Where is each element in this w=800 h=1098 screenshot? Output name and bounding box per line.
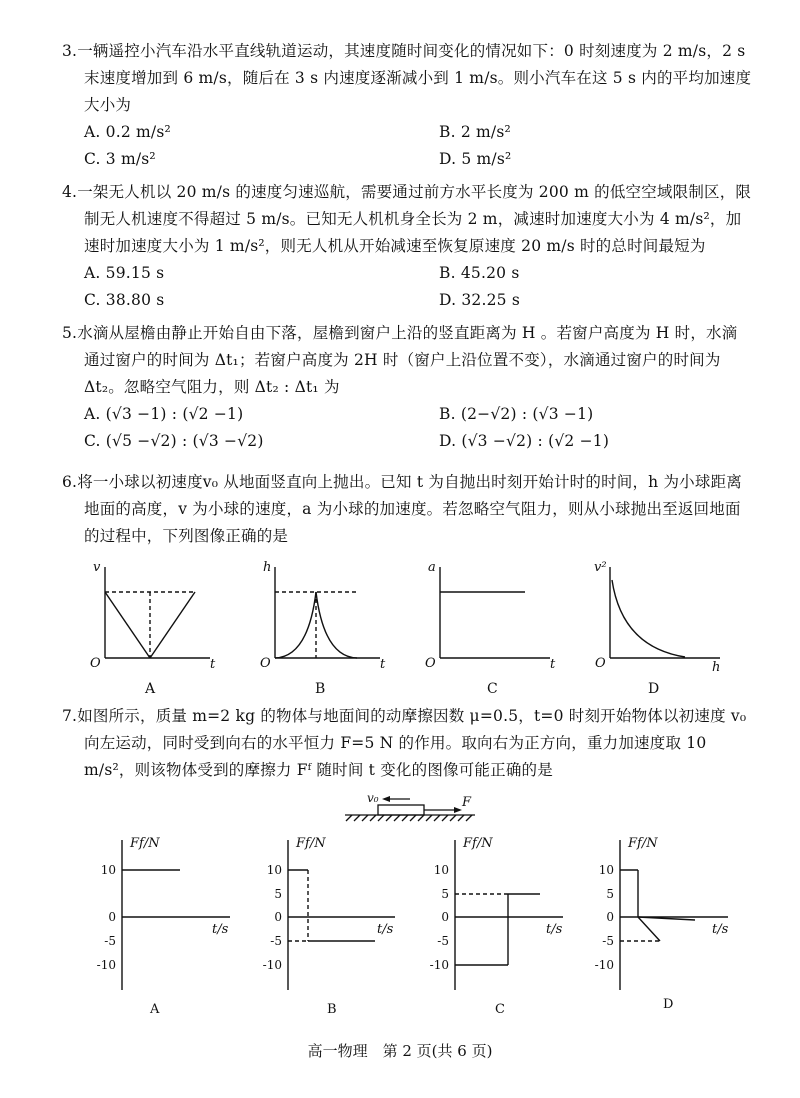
q6-c-xlabel: t <box>550 657 556 672</box>
option-d: D. 32.25 s <box>439 291 520 309</box>
option-b: B. 45.20 s <box>439 264 520 282</box>
q7-block-diagram <box>340 784 480 829</box>
q7-b-label: B <box>327 1002 337 1017</box>
q6-a-label: A <box>145 681 156 697</box>
q7-c-ylabel: Ff/N <box>463 836 493 851</box>
q7-b-tick: 10 <box>266 863 282 877</box>
q7-d-xlabel: t/s <box>712 922 729 937</box>
question-6 <box>62 469 752 550</box>
option-b: B. 2 m/s² <box>439 123 511 141</box>
q6-a-ylabel: v <box>93 560 101 575</box>
q6-b-origin: O <box>260 656 271 671</box>
q6-d-origin: O <box>595 656 606 671</box>
q7-a-ylabel: Ff/N <box>130 836 160 851</box>
question-5-stem: 5.水滴从屋檐由静止开始自由下落，屋檐到窗户上沿的竖直距离为 H 。若窗户高度为 H 时，水滴通过窗户的时间为 Δt₁；若窗户高度为 2H 时（窗户上沿位置不变），水滴通过窗户的时间为 Δt₂。忽略空气阻力，则 Δt₂ : Δt₁ 为 <box>62 324 738 396</box>
q7-d-tick: -10 <box>594 958 614 972</box>
q7-a-tick: -10 <box>96 958 116 972</box>
q7-b-tick: -5 <box>270 934 282 948</box>
q7-d-ylabel: Ff/N <box>628 836 658 851</box>
q6-graphs <box>60 555 750 700</box>
q6-a-origin: O <box>90 656 101 671</box>
q7-graphs <box>80 825 760 1020</box>
q7-b-xlabel: t/s <box>377 922 394 937</box>
q7-b-tick: 0 <box>274 910 282 924</box>
q7-a-tick: 10 <box>100 863 116 877</box>
q7-c-tick: -10 <box>429 958 449 972</box>
q7-a-label: A <box>150 1002 160 1017</box>
q6-c-ylabel: a <box>428 560 436 575</box>
q7-d-label: D <box>663 997 674 1012</box>
q7-c-xlabel: t/s <box>546 922 563 937</box>
option-a: A. (√3 −1) : (√2 −1) <box>84 405 244 423</box>
q7-d-tick: 10 <box>598 863 614 877</box>
q6-graph-a <box>105 567 210 658</box>
q7-b-ylabel: Ff/N <box>296 836 326 851</box>
q7-d-tick: 5 <box>606 887 614 901</box>
q6-b-xlabel: t <box>380 657 386 672</box>
option-c: C. 38.80 s <box>84 291 165 309</box>
question-4-stem: 4.一架无人机以 20 m/s 的速度匀速巡航，需要通过前方水平长度为 200 m 的低空空域限制区，限制无人机速度不得超过 5 m/s。已知无人机机身全长为 2 m，减速时加速度大小为 4 m/s²，加速时加速度大小为 1 m/s²，则无人机从开始减速至恢复原速度 20 m/s 时的总时间最短为 <box>62 183 752 255</box>
q7-b-tick: 5 <box>274 887 282 901</box>
q7-a-tick: 0 <box>108 910 116 924</box>
q7-a-xlabel: t/s <box>212 922 229 937</box>
question-4 <box>62 179 752 314</box>
q7-graph-d <box>620 840 728 990</box>
q7-graph-c <box>455 840 563 990</box>
q6-b-ylabel: h <box>263 560 272 575</box>
option-c: C. (√5 −√2) : (√3 −√2) <box>84 432 264 450</box>
option-b: B. (2−√2) : (√3 −1) <box>439 405 594 423</box>
q6-d-label: D <box>648 681 660 697</box>
option-a: A. 59.15 s <box>84 264 165 282</box>
question-7-stem: 7.如图所示，质量 m=2 kg 的物体与地面间的动摩擦因数 μ=0.5，t=0 时刻开始物体以初速度 v₀ 向左运动，同时受到向右的水平恒力 F=5 N 的作用。取向右为正方向，重力加速度取 10 m/s²，则该物体受到的摩擦力 Fᶠ 随时间 t 变化的图像可能正确的是 <box>62 707 747 779</box>
option-d: D. (√3 −√2) : (√2 −1) <box>439 432 610 450</box>
question-3 <box>62 38 752 173</box>
q7-a-tick: -5 <box>104 934 116 948</box>
q6-graph-b <box>275 567 380 658</box>
q6-c-origin: O <box>425 656 436 671</box>
q7-graph-b <box>288 840 395 990</box>
q7-b-tick: -10 <box>262 958 282 972</box>
option-d: D. 5 m/s² <box>439 150 512 168</box>
q6-b-label: B <box>315 681 326 697</box>
page-footer: 高一物理 第 2 页(共 6 页) <box>307 1042 493 1060</box>
ground-hatch <box>346 815 472 821</box>
block <box>378 805 424 815</box>
q7-graph-a <box>122 840 230 990</box>
option-c: C. 3 m/s² <box>84 150 156 168</box>
q6-graph-d <box>610 567 720 658</box>
question-3-stem: 3.一辆遥控小汽车沿水平直线轨道运动，其速度随时间变化的情况如下：0 时刻速度为 2 m/s，2 s 末速度增加到 6 m/s，随后在 3 s 内速度逐渐减小到 1 m/s。则小汽车在这 5 s 内的平均加速度大小为 <box>62 42 752 114</box>
question-7 <box>62 703 752 784</box>
q7-c-tick: 10 <box>433 863 449 877</box>
question-3-options <box>62 119 752 173</box>
q6-c-label: C <box>487 681 498 697</box>
q6-graph-c <box>440 567 550 658</box>
q6-a-xlabel: t <box>210 657 216 672</box>
q7-c-tick: 5 <box>441 887 449 901</box>
q7-c-tick: 0 <box>441 910 449 924</box>
v0-label: v₀ <box>367 791 379 805</box>
question-5 <box>62 320 752 455</box>
q7-c-label: C <box>495 1002 505 1017</box>
q7-c-tick: -5 <box>437 934 449 948</box>
question-4-options <box>62 260 752 314</box>
question-6-stem: 6.将一小球以初速度v₀ 从地面竖直向上抛出。已知 t 为自抛出时刻开始计时的时间，h 为小球距离地面的高度，v 为小球的速度，a 为小球的加速度。若忽略空气阻力，则从小球抛出至返回地面的过程中，下列图像正确的是 <box>62 473 742 545</box>
f-label: F <box>462 795 472 810</box>
q7-d-tick: 0 <box>606 910 614 924</box>
q7-d-tick: -5 <box>602 934 614 948</box>
option-a: A. 0.2 m/s² <box>84 123 171 141</box>
question-5-options <box>62 401 752 455</box>
q6-d-ylabel: v² <box>594 560 607 575</box>
q6-d-xlabel: h <box>712 660 721 675</box>
